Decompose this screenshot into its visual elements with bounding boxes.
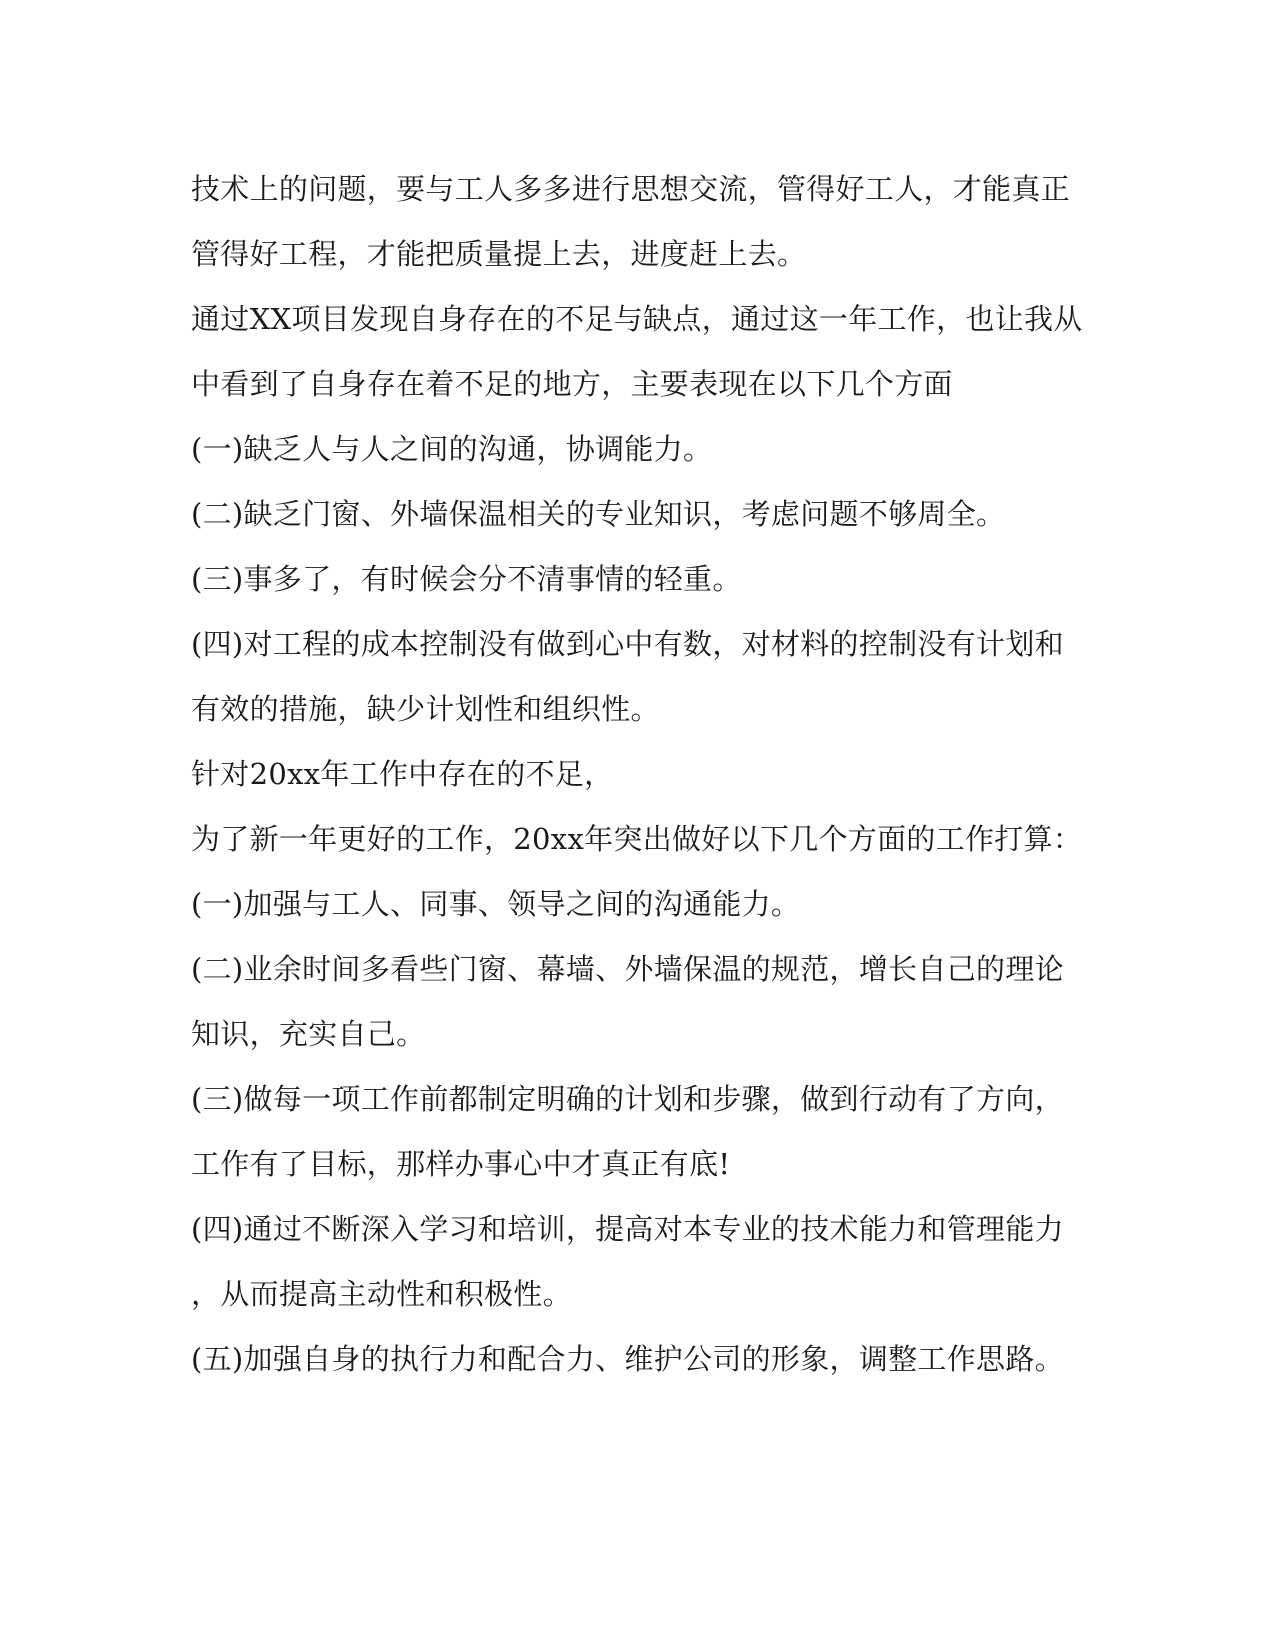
- list-item-line: (四)通过不断深入学习和培训，提高对本专业的技术能力和管理能力: [191, 1212, 1064, 1246]
- list-item-line: (一)加强与工人、同事、领导之间的沟通能力。: [191, 887, 801, 921]
- text-line: ，从而提高主动性和积极性。: [191, 1277, 572, 1311]
- list-item-line: (四)对工程的成本控制没有做到心中有数，对材料的控制没有计划和: [191, 627, 1064, 661]
- text-line: 工作有了目标，那样办事心中才真正有底!: [191, 1147, 731, 1181]
- text-line: 为了新一年更好的工作，20xx年突出做好以下几个方面的工作打算：: [191, 822, 1083, 856]
- list-item-line: (五)加强自身的执行力和配合力、维护公司的形象，调整工作思路。: [191, 1342, 1064, 1376]
- list-item-line: (一)缺乏人与人之间的沟通，协调能力。: [191, 432, 713, 466]
- text-line: 中看到了自身存在着不足的地方，主要表现在以下几个方面: [191, 367, 953, 401]
- list-item-line: (二)缺乏门窗、外墙保温相关的专业知识，考虑问题不够周全。: [191, 497, 1006, 531]
- text-line: 知识，充实自己。: [191, 1017, 426, 1051]
- list-item-line: (三)做每一项工作前都制定明确的计划和步骤，做到行动有了方向，: [191, 1082, 1064, 1116]
- list-item-line: (二)业余时间多看些门窗、幕墙、外墙保温的规范，增长自己的理论: [191, 952, 1064, 986]
- list-item-line: (三)事多了，有时候会分不清事情的轻重。: [191, 562, 742, 596]
- text-line: 技术上的问题，要与工人多多进行思想交流，管得好工人，才能真正: [191, 172, 1071, 206]
- text-line: 有效的措施，缺少计划性和组织性。: [191, 692, 660, 726]
- text-line: 管得好工程，才能把质量提上去，进度赶上去。: [191, 237, 807, 271]
- text-line: 针对20xx年工作中存在的不足，: [191, 757, 614, 791]
- text-line: 通过XX项目发现自身存在的不足与缺点，通过这一年工作，也让我从: [191, 302, 1083, 336]
- document-body: [191, 157, 1083, 1392]
